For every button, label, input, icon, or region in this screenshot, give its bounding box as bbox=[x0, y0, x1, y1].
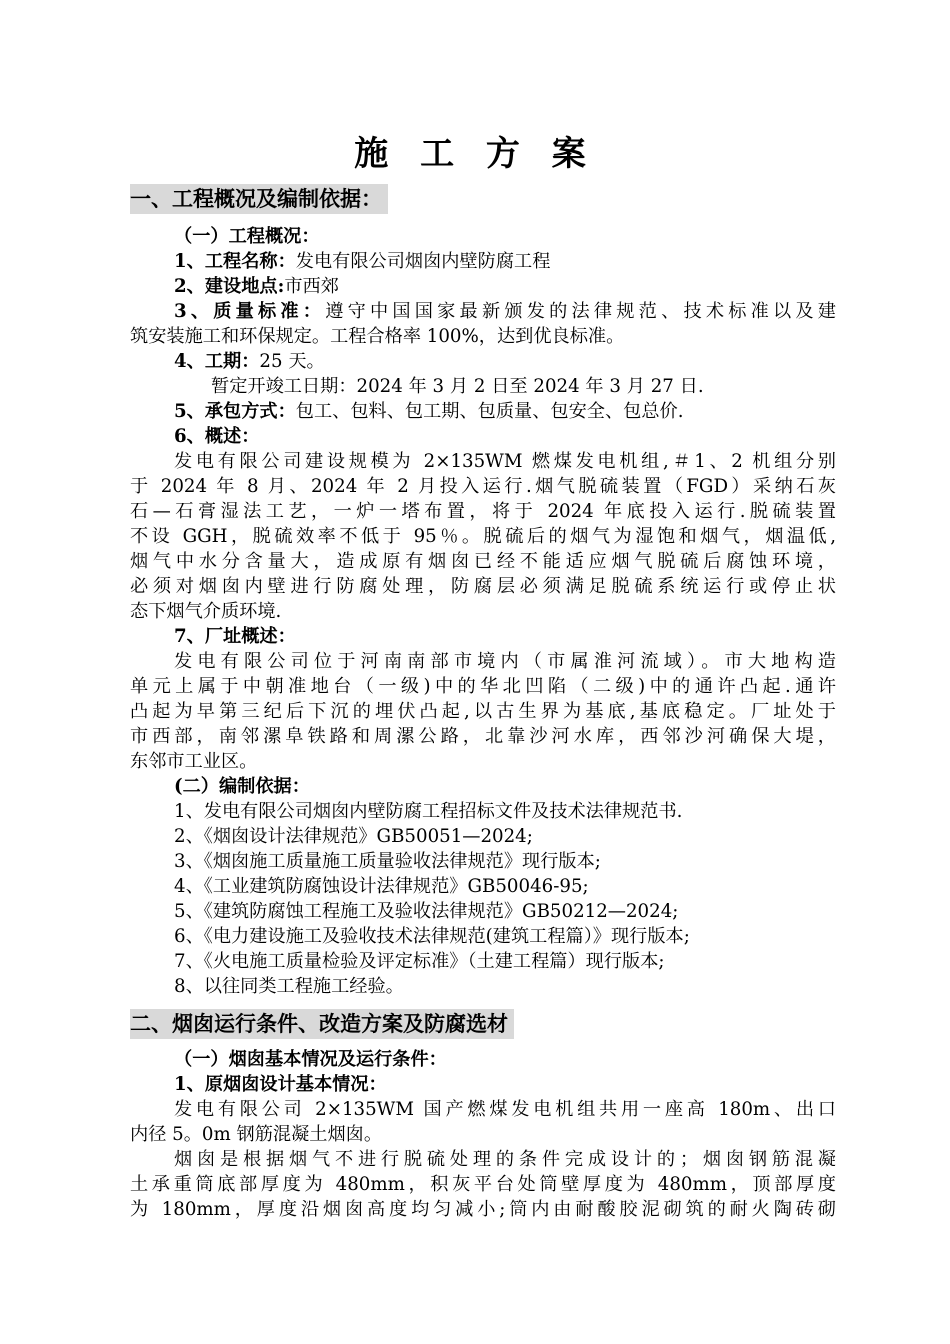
paragraph-line: 不设 GGH，脱硫效率不低于 95％。脱硫后的烟气为湿饱和烟气，烟温低, bbox=[130, 526, 836, 547]
paragraph-line: 为 180mm，厚度沿烟囱高度均匀减小;筒内由耐酸胶泥砌筑的耐火陶砖砌 bbox=[130, 1199, 836, 1220]
subsection-heading: （一）烟囱基本情况及运行条件： bbox=[174, 1049, 447, 1070]
section-1-heading: 一、工程概况及编制依据： bbox=[130, 184, 388, 214]
basis-item: 7、《火电施工质量检验及评定标准》（土建工程篇）现行版本; bbox=[174, 951, 665, 972]
paragraph-line: 石—石膏湿法工艺，一炉一塔布置，将于 2024 年底投入运行.脱硫装置 bbox=[130, 501, 836, 522]
site-overview-label: 7、厂址概述： bbox=[174, 626, 296, 647]
document-title: 施 工 方 案 bbox=[354, 134, 596, 174]
paragraph-line: 东邻市工业区。 bbox=[130, 751, 258, 772]
paragraph-line: 市西部，南邻漯阜铁路和周漯公路，北靠沙河水库，西邻沙河确保大堤， bbox=[130, 726, 836, 747]
basis-item: 3、《烟囱施工质量施工质量验收法律规范》现行版本; bbox=[174, 851, 601, 872]
basis-item: 4、《工业建筑防腐蚀设计法律规范》GB50046-95; bbox=[174, 876, 589, 897]
paragraph-line: 内径 5。0m 钢筋混凝土烟囱。 bbox=[130, 1124, 383, 1145]
paragraph-line: 单元上属于中朝准地台（一级)中的华北凹陷（二级)中的通许凸起.通许 bbox=[130, 676, 836, 697]
contract-label: 5、承包方式： bbox=[174, 401, 296, 422]
section-2-heading: 二、烟囱运行条件、改造方案及防腐选材 bbox=[130, 1009, 514, 1039]
period-value: 25 天。 bbox=[259, 351, 325, 372]
period-label: 4、工期： bbox=[174, 351, 260, 372]
paragraph-line: 发电有限公司建设规模为 2×135WM 燃煤发电机组,＃1、2 机组分别 bbox=[174, 451, 836, 472]
item-label: 1、原烟囱设计基本情况： bbox=[174, 1074, 387, 1095]
quality-line bbox=[130, 299, 836, 324]
site-value: 市西郊 bbox=[284, 276, 339, 297]
site-line bbox=[130, 274, 884, 299]
contract-value: 包工、包料、包工期、包质量、包安全、包总价. bbox=[295, 401, 684, 422]
subsection-heading: (二）编制依据： bbox=[174, 776, 310, 797]
paragraph-line: 发电有限公司位于河南南部市境内（市属淮河流域）。市大地构造 bbox=[174, 651, 836, 672]
quality-label: 3、质量标准： bbox=[174, 301, 326, 322]
site-label: 2、建设地点: bbox=[174, 276, 285, 297]
project-name-label: 1、工程名称： bbox=[174, 251, 296, 272]
basis-item: 1、发电有限公司烟囱内壁防腐工程招标文件及技术法律规范书. bbox=[174, 801, 683, 822]
subsection-heading: （一）工程概况： bbox=[174, 226, 320, 247]
basis-item: 8、以往同类工程施工经验。 bbox=[174, 976, 404, 997]
project-name-line bbox=[130, 249, 884, 274]
quality-value: 遵守中国国家最新颁发的法律规范、技术标准以及建 bbox=[325, 301, 836, 322]
paragraph-line: 烟囱是根据烟气不进行脱硫处理的条件完成设计的；烟囱钢筋混凝 bbox=[174, 1149, 836, 1170]
contract-line bbox=[130, 399, 884, 424]
paragraph-line: 必须对烟囱内壁进行防腐处理，防腐层必须满足脱硫系统运行或停止状 bbox=[130, 576, 836, 597]
paragraph-line: 烟气中水分含量大，造成原有烟囱已经不能适应烟气脱硫后腐蚀环境， bbox=[130, 551, 836, 572]
overview-label: 6、概述： bbox=[174, 426, 260, 447]
paragraph-line: 土承重筒底部厚度为 480mm，积灰平台处筒壁厚度为 480mm，顶部厚度 bbox=[130, 1174, 836, 1195]
basis-item: 6、《电力建设施工及验收技术法律规范(建筑工程篇）》现行版本; bbox=[174, 926, 690, 947]
period-line bbox=[130, 349, 884, 374]
dates-line: 暂定开竣工日期：2024 年 3 月 2 日至 2024 年 3 月 27 日. bbox=[211, 376, 704, 397]
paragraph-line: 凸起为早第三纪后下沉的埋伏凸起,以古生界为基底,基底稳定。厂址处于 bbox=[130, 701, 836, 722]
basis-item: 5、《建筑防腐蚀工程施工及验收法律规范》GB50212—2024; bbox=[174, 901, 679, 922]
paragraph-line: 发电有限公司 2×135WM 国产燃煤发电机组共用一座高 180m、出口 bbox=[174, 1099, 836, 1120]
paragraph-line: 于 2024 年 8 月、2024 年 2 月投入运行.烟气脱硫装置（FGD）采纳石灰 bbox=[130, 476, 836, 497]
paragraph-line: 态下烟气介质环境. bbox=[130, 601, 282, 622]
quality-line-continued: 筑安装施工和环保规定。工程合格率 100%，达到优良标准。 bbox=[130, 326, 625, 347]
project-name-value: 发电有限公司烟囱内壁防腐工程 bbox=[295, 251, 551, 272]
basis-item: 2、《烟囱设计法律规范》GB50051—2024; bbox=[174, 826, 533, 847]
